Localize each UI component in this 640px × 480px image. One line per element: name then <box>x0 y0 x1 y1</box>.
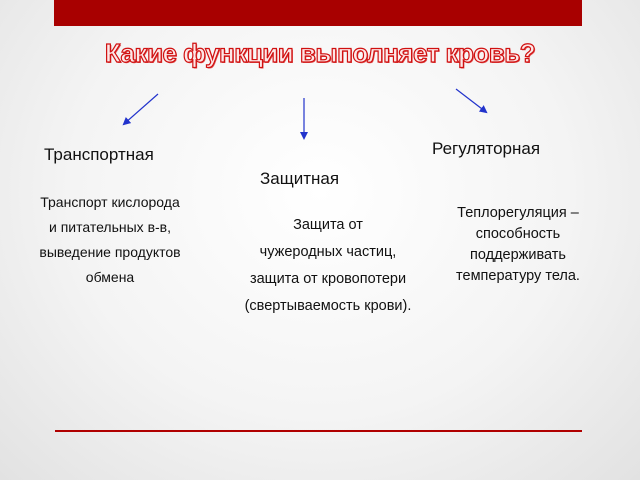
desc-line: Транспорт кислорода <box>40 194 180 210</box>
desc-line: способность <box>475 226 561 242</box>
desc-line: поддерживать <box>470 247 566 263</box>
heading-transport: Транспортная <box>44 145 154 164</box>
heading-regulatory: Регуляторная <box>432 139 541 158</box>
desc-regulatory <box>428 203 608 287</box>
desc-line: защита от кровопотери <box>249 271 407 287</box>
desc-line: Теплорегуляция – <box>457 205 579 221</box>
arrow-left <box>124 94 158 124</box>
bottom-divider <box>55 430 582 432</box>
desc-line: и питательных в-в, <box>49 219 171 235</box>
desc-line: температуру тела. <box>456 268 580 284</box>
heading-protective: Защитная <box>260 169 340 188</box>
desc-line: Защита от <box>293 217 363 233</box>
desc-line: обмена <box>85 269 135 285</box>
arrow-right <box>456 89 486 112</box>
desc-transport <box>14 190 206 290</box>
desc-line: выведение продуктов <box>39 244 181 260</box>
desc-protective <box>216 212 440 320</box>
desc-line: чужеродных частиц, <box>259 244 397 260</box>
slide-title: Какие функции выполняет кровь? <box>104 38 536 68</box>
desc-line: (свертываемость крови). <box>244 298 412 314</box>
